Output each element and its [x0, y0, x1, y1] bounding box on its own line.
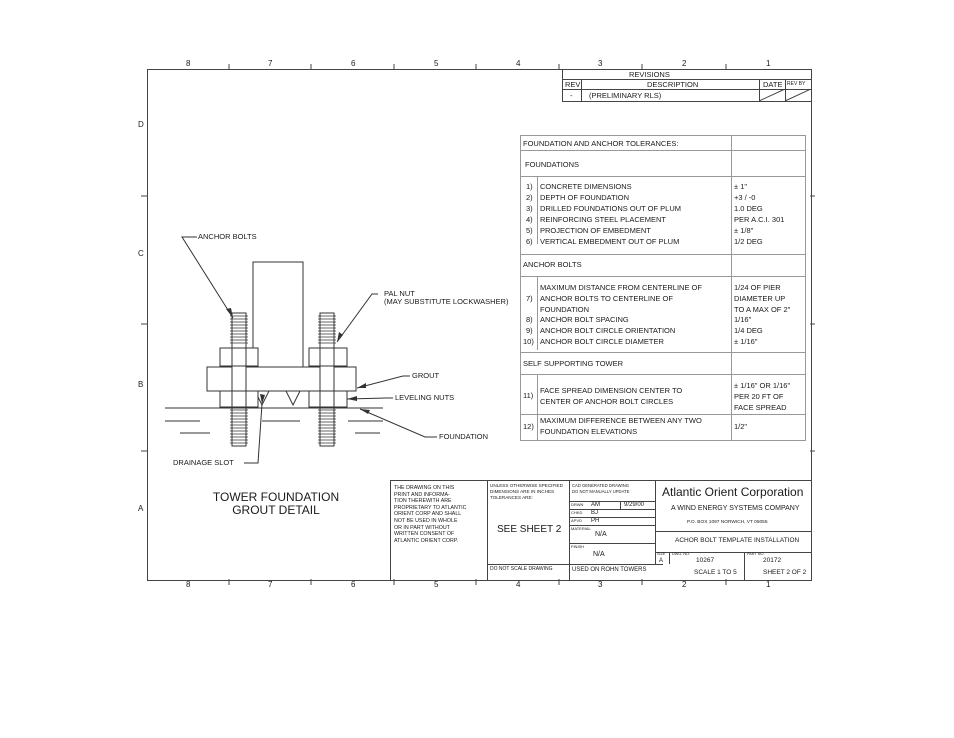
callout-pal-nut: PAL NUT [384, 289, 415, 298]
tolerance-row-desc-line: ANCHOR BOLTS TO CENTERLINE OF [540, 294, 673, 303]
tolerance-row-num: 8) [526, 315, 533, 324]
checked-by: BJ [591, 510, 599, 516]
section-heading-self-supporting-tower: SELF SUPPORTING TOWER [523, 359, 624, 368]
section-heading-foundations: FOUNDATIONS [525, 160, 580, 169]
title-block [390, 480, 812, 581]
revisions-col-revby: REV BY [787, 81, 806, 87]
dwg-no-label: DWG. NO. [672, 552, 691, 556]
tolerance-row-desc: PROJECTION OF EMBEDMENT [540, 226, 651, 235]
tolerance-row-num: 11) [523, 391, 534, 400]
approved-label: APVD [571, 518, 582, 523]
border-col-label: 2 [682, 580, 687, 589]
leader-pal-nut [337, 294, 378, 342]
company-subtitle: A WIND ENERGY SYSTEMS COMPANY [671, 505, 800, 512]
callout-grout: GROUT [412, 371, 440, 380]
callout-drainage-slot: DRAINAGE SLOT [173, 458, 234, 467]
border-col-label: 4 [516, 59, 521, 68]
tolerance-row-value: 1.0 DEG [734, 204, 763, 213]
border-col-label: 3 [598, 580, 603, 589]
tolerance-row-desc-line: MAXIMUM DIFFERENCE BETWEEN ANY TWO [540, 416, 702, 425]
material-value: N/A [595, 531, 607, 538]
tolerance-row-desc-line: CENTER OF ANCHOR BOLT CIRCLES [540, 397, 674, 406]
tolerance-row-value: +3 / -0 [734, 193, 756, 202]
tolerance-row-desc-line: FACE SPREAD DIMENSION CENTER TO [540, 386, 683, 395]
see-sheet-note: SEE SHEET 2 [497, 524, 562, 535]
tolerance-row-desc: DEPTH OF FOUNDATION [540, 193, 630, 202]
checked-label: CHKD [571, 510, 583, 515]
border-col-label: 7 [268, 59, 273, 68]
tolerance-row-desc: ANCHOR BOLT CIRCLE ORIENTATION [540, 326, 676, 335]
drawing-title-line-2: GROUT DETAIL [232, 503, 320, 517]
border-col-label: 4 [516, 580, 521, 589]
company-name: Atlantic Orient Corporation [662, 485, 804, 499]
company-address: P.O. BOX 1097 NORWICH, VT 05055 [687, 520, 768, 525]
revision-row-description: (PRELIMINARY RLS) [589, 91, 662, 100]
tolerance-row-value-line: PER 20 FT OF [734, 392, 784, 401]
dwg-no-value: 10267 [696, 557, 715, 564]
border-col-label: 8 [186, 580, 191, 589]
cad-note: CAD GENERATED DRAWING DO NOT MANUALLY UPDATE [572, 483, 630, 494]
tolerance-row-desc: CONCRETE DIMENSIONS [540, 182, 632, 191]
tolerance-row-num: 3) [526, 204, 533, 213]
revisions-title: REVISIONS [629, 70, 670, 79]
border-col-label: 6 [351, 59, 356, 68]
tolerance-row-desc: VERTICAL EMBEDMENT OUT OF PLUM [540, 237, 680, 246]
tolerance-row-num: 7) [526, 294, 533, 303]
border-col-label: 2 [682, 59, 687, 68]
border-col-label: 3 [598, 59, 603, 68]
used-on-note: USED ON ROHN TOWERS [572, 567, 647, 573]
border-row-label: D [138, 120, 144, 129]
revisions-col-rev: REV [565, 80, 581, 89]
scale-value: SCALE 1 TO 5 [694, 569, 737, 576]
tolerance-row-desc: ANCHOR BOLT SPACING [540, 315, 629, 324]
tolerance-row-value-line: TO A MAX OF 2" [734, 305, 791, 314]
tolerance-row-num: 12) [523, 422, 534, 431]
size-value: A [659, 558, 664, 564]
tolerance-row-value: PER A.C.I. 301 [734, 215, 785, 224]
border-col-label: 5 [434, 59, 439, 68]
border-col-label: 1 [766, 59, 771, 68]
border-col-label: 5 [434, 580, 439, 589]
tolerance-row-desc: ANCHOR BOLT CIRCLE DIAMETER [540, 337, 664, 346]
border-row-label: A [138, 504, 144, 513]
material-label: MATERIAL [571, 526, 591, 531]
proprietary-note: THE DRAWING ON THIS PRINT AND INFORMA- TION THEREWITH ARE PROPRIETARY TO ATLANTIC ORIENT CORP AND SHALL NOT BE USED IN WHOLE OR IN PART WITHOUT WRITTEN CONSENT OF ATLANTIC ORIENT CORP. [394, 485, 467, 544]
revisions-col-date: DATE [763, 80, 783, 89]
revisions-col-description: DESCRIPTION [647, 80, 699, 89]
tolerance-row-value: 1/4 DEG [734, 326, 763, 335]
sheet-value: SHEET 2 OF 2 [763, 569, 807, 576]
border-row-label: C [138, 249, 144, 258]
tolerance-row-desc: REINFORCING STEEL PLACEMENT [540, 215, 666, 224]
tolerance-row-value: ± 1/16" [734, 337, 758, 346]
tolerance-row-value: 1/2 DEG [734, 237, 763, 246]
leader-anchor-bolts [182, 237, 233, 318]
tolerance-row-value-line: ± 1/16" OR 1/16" [734, 381, 791, 390]
do-not-scale-note: DO NOT SCALE DRAWING [490, 566, 553, 572]
tower-leg [253, 262, 303, 367]
tolerance-row-num: 2) [526, 193, 533, 202]
drainage-slot [286, 391, 300, 405]
tolerance-row-num: 1) [526, 182, 533, 191]
drawing-title-line-1: TOWER FOUNDATION [212, 490, 340, 504]
drawn-date: 9/29/00 [624, 502, 645, 508]
callout-anchor-bolts: ANCHOR BOLTS [198, 232, 257, 241]
size-label: SIZE [657, 552, 666, 556]
tolerance-row-num: 10) [523, 337, 534, 346]
tolerance-row-num: 5) [526, 226, 533, 235]
callout-foundation: FOUNDATION [439, 432, 489, 441]
tolerance-row-num: 6) [526, 237, 533, 246]
approved-by: PH [591, 518, 600, 524]
revision-row-rev: - [570, 91, 573, 100]
tolerance-row-desc-line: MAXIMUM DISTANCE FROM CENTERLINE OF [540, 283, 702, 292]
drawn-by: AM [591, 502, 600, 508]
tolerance-row-value: ± 1/8" [734, 226, 754, 235]
tolerance-row-value: 1/2" [734, 422, 748, 431]
tolerance-row-value-line: FACE SPREAD [734, 403, 787, 412]
tolerance-row-num: 4) [526, 215, 533, 224]
border-col-label: 1 [766, 580, 771, 589]
foundation-surface [165, 408, 383, 433]
part-no-value: 20172 [763, 557, 782, 564]
drawing-title [198, 491, 354, 517]
tolerance-row-value-line: DIAMETER UP [734, 294, 786, 303]
callout-leveling-nuts: LEVELING NUTS [395, 393, 455, 402]
tolerance-row-value: 1/16" [734, 315, 752, 324]
tolerance-row-desc: DRILLED FOUNDATIONS OUT OF PLUM [540, 204, 681, 213]
border-col-label: 8 [186, 59, 191, 68]
drawn-label: DRWN [571, 502, 584, 507]
section-heading-anchor-bolts: ANCHOR BOLTS [523, 260, 582, 269]
border-col-label: 7 [268, 580, 273, 589]
tolerance-row-num: 9) [526, 326, 533, 335]
finish-label: FINISH [571, 544, 585, 549]
part-title: ACHOR BOLT TEMPLATE INSTALLATION [675, 537, 800, 544]
tolerance-row-value-line: 1/24 OF PIER [734, 283, 781, 292]
finish-value: N/A [593, 551, 605, 558]
tolerance-row-desc-line: FOUNDATION ELEVATIONS [540, 427, 638, 436]
tolerance-row-value: ± 1" [734, 182, 748, 191]
tolerances-title: FOUNDATION AND ANCHOR TOLERANCES: [523, 139, 679, 148]
border-row-label: B [138, 380, 144, 389]
callout-pal-nut-note: (MAY SUBSTITUTE LOCKWASHER) [384, 297, 509, 306]
border-col-label: 6 [351, 580, 356, 589]
tolerance-row-desc-line: FOUNDATION [540, 305, 590, 314]
dimensions-note: UNLESS OTHERWISE SPECIFIED DIMENSIONS ARE IN INCHES TOLERANCES ARE: [490, 483, 563, 500]
part-no-label: PART NO. [747, 552, 765, 556]
